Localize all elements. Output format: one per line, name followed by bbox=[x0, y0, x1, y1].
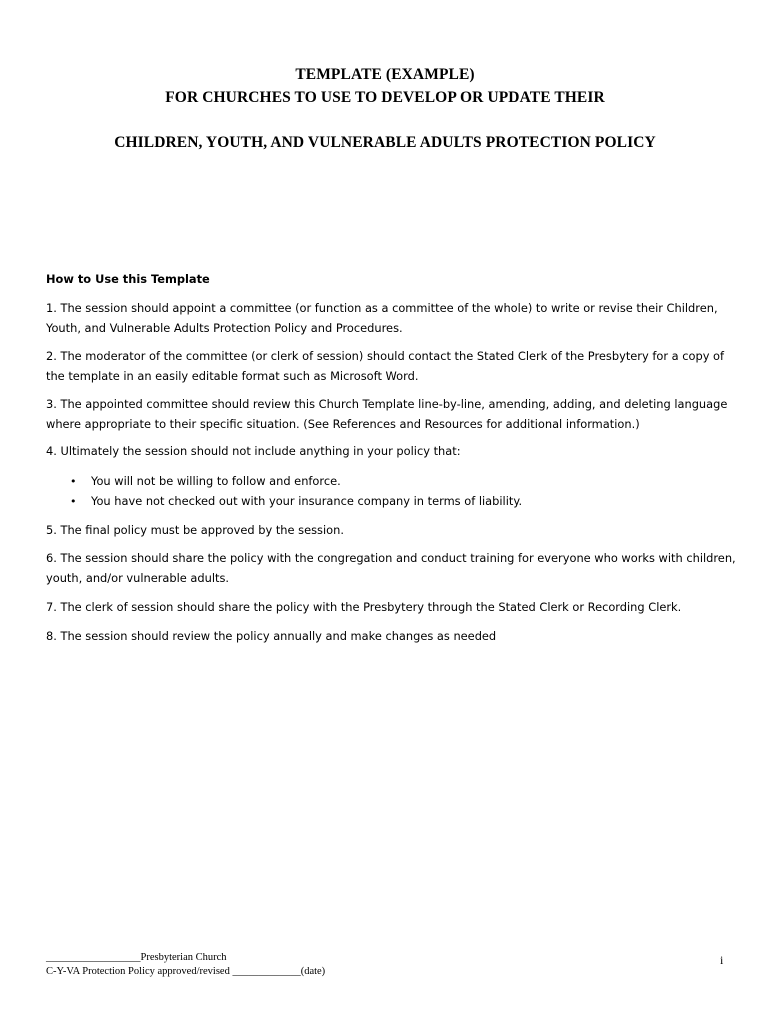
page-number: i bbox=[720, 953, 724, 967]
instruction-paragraph-1: 1. The session should appoint a committee (or function as a committee of the whole) to write or revise their Children, Youth, and Vulnerable Adults Protection Policy and Procedures. bbox=[46, 301, 718, 335]
document-title-line-3: CHILDREN, YOUTH, AND VULNERABLE ADULTS PROTECTION POLICY bbox=[114, 134, 656, 151]
section-heading: How to Use this Template bbox=[46, 272, 210, 286]
page-footer bbox=[46, 951, 325, 978]
instruction-paragraph-4: 4. Ultimately the session should not include anything in your policy that: bbox=[46, 444, 461, 458]
footer-approval-line: C-Y-VA Protection Policy approved/revised _____________(date) bbox=[46, 965, 326, 977]
instruction-paragraph-2: 2. The moderator of the committee (or clerk of session) should contact the Stated Clerk of the Presbytery for a copy of the template in an easily editable format such as Microsoft Word. bbox=[46, 349, 725, 383]
bullet-text: You have not checked out with your insurance company in terms of liability. bbox=[91, 494, 523, 508]
exclusion-bullet-list bbox=[46, 472, 736, 512]
document-title-line-1: TEMPLATE (EXAMPLE) bbox=[295, 66, 475, 83]
instruction-paragraph-8: 8. The session should review the policy annually and make changes as needed bbox=[46, 629, 497, 643]
instruction-paragraph-3: 3. The appointed committee should review this Church Template line-by-line, amending, adding, and deleting language where appropriate to their specific situation. (See References and Resources for additional information.) bbox=[46, 397, 728, 431]
instruction-paragraph-7: 7. The clerk of session should share the policy with the Presbytery through the Stated Clerk or Recording Clerk. bbox=[46, 600, 682, 614]
bullet-icon: • bbox=[70, 475, 77, 488]
footer-church-name-line: __________________Presbyterian Church bbox=[46, 952, 227, 963]
bullet-item bbox=[46, 492, 736, 512]
document-title-line-2: FOR CHURCHES TO USE TO DEVELOP OR UPDATE THEIR bbox=[165, 89, 605, 106]
bullet-icon: • bbox=[70, 495, 77, 508]
bullet-text: You will not be willing to follow and enforce. bbox=[91, 474, 341, 488]
instruction-paragraph-6: 6. The session should share the policy with the congregation and conduct training for everyone who works with children, youth, and/or vulnerable adults. bbox=[46, 551, 736, 585]
bullet-item bbox=[46, 472, 736, 492]
instruction-paragraph-5: 5. The final policy must be approved by the session. bbox=[46, 523, 344, 537]
